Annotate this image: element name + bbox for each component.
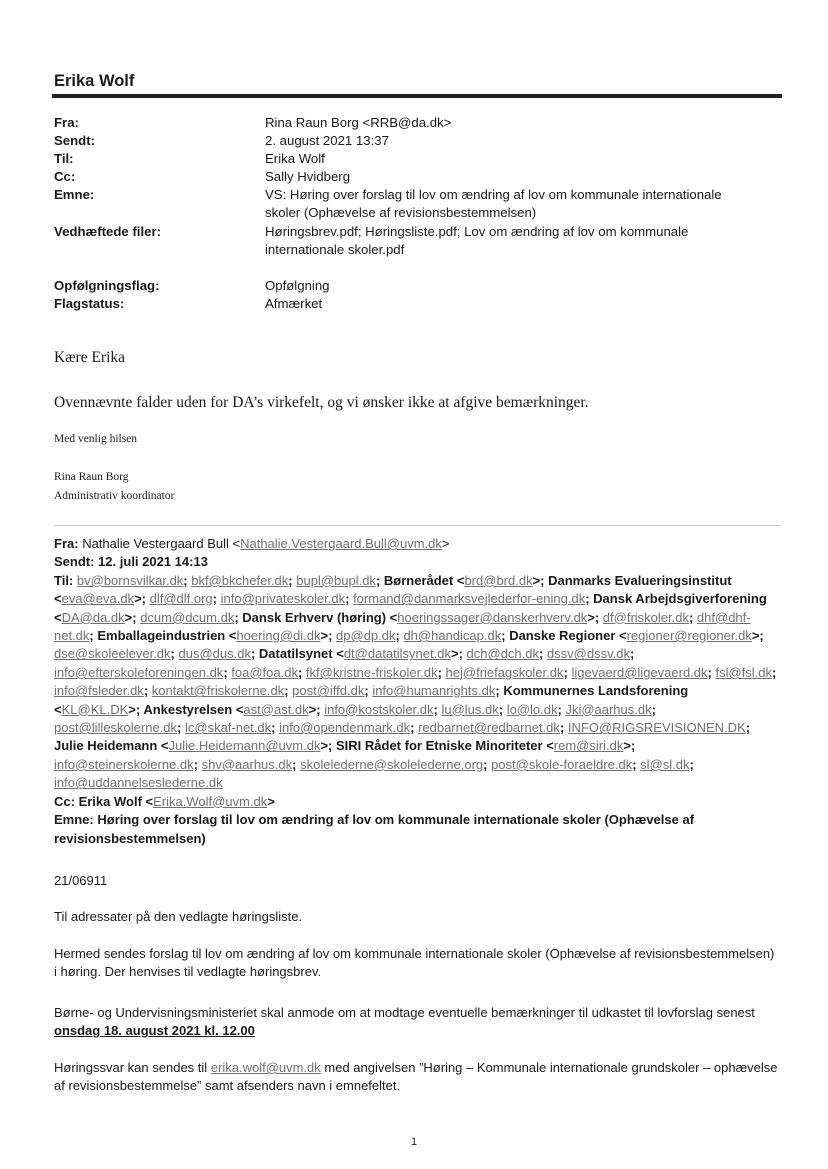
recipient-email-link[interactable]: dssv@dssv.dk bbox=[546, 646, 630, 662]
recipient-separator: ; bbox=[557, 701, 566, 717]
recipient-name: Emballageindustrien < bbox=[97, 628, 237, 644]
recipient-name: Dansk Erhverv (høring) < bbox=[242, 609, 398, 625]
recipient-separator: ; bbox=[193, 756, 202, 772]
recipient-separator: ; bbox=[328, 738, 336, 754]
recipient-name-end: > bbox=[751, 628, 760, 644]
recipient-separator: ; bbox=[689, 756, 694, 772]
forwarded-from-email-link[interactable]: Nathalie.Vestergaard.Bull@uvm.dk bbox=[240, 536, 442, 551]
recipient-separator: ; bbox=[143, 683, 152, 699]
recipient-name-end: > bbox=[128, 701, 136, 717]
recipient-email-link[interactable]: dhf@dhf-net.dk bbox=[54, 609, 751, 644]
recipient-email-link[interactable]: post@iffd.dk bbox=[292, 683, 365, 699]
message-paragraph: Ovennævnte falder uden for DA’s virkefelt, og vi ønsker ikke at afgive bemærkninger. bbox=[54, 394, 589, 411]
header-attachments-label: Vedhæftede filer: bbox=[54, 224, 161, 239]
reply-text-post: med angivelsen ”Høring – Kommunale internationale grundskoler – ophævelse af revisionsbestemmelse” samt afsenders navn i emnefeltet. bbox=[54, 1060, 778, 1094]
recipient-name: SIRI Rådet for Etniske Minoriteter < bbox=[336, 738, 554, 754]
recipient-separator: ; bbox=[630, 738, 636, 754]
recipient-separator: ; bbox=[132, 609, 141, 625]
recipient-separator: ; bbox=[495, 683, 504, 699]
recipient-email-link[interactable]: post@lilleskolerne.dk bbox=[54, 720, 178, 736]
forwarded-sent-value: 12. juli 2021 14:13 bbox=[98, 554, 208, 570]
recipient-email-link[interactable]: dt@datatilsynet.dk bbox=[343, 646, 451, 662]
recipient-name-end: > bbox=[532, 572, 541, 588]
forwarded-cc-label: Cc: bbox=[54, 793, 75, 809]
recipient-separator: ; bbox=[433, 701, 442, 717]
recipient-separator: ; bbox=[292, 756, 301, 772]
forwarded-to-line bbox=[54, 572, 778, 793]
recipient-name: Danmarks Evalueringsinstitut < bbox=[54, 572, 732, 607]
recipient-name: Kommunernes Landsforening < bbox=[54, 683, 689, 717]
recipient-name-end: > bbox=[308, 701, 317, 717]
recipient-separator: ; bbox=[540, 572, 549, 588]
hereby-paragraph: Hermed sendes forslag til lov om ændring af lov om kommunale internationale skoler (Ophævelse af revisionsbestemmelsen) i høring. Der henvises til vedlagte høringsbrev. bbox=[54, 946, 775, 980]
deadline-date: onsdag 18. august 2021 kl. 12.00 bbox=[54, 1023, 255, 1039]
recipient-email-link[interactable]: hej@friefagskoler.dk bbox=[445, 664, 564, 680]
header-cc-value: Sally Hvidberg bbox=[265, 169, 351, 184]
recipient-email-link[interactable]: bupl@bupl.dk bbox=[296, 572, 376, 588]
recipient-email-link[interactable]: hoering@di.dk bbox=[236, 628, 321, 644]
header-rule bbox=[52, 94, 782, 98]
recipient-email-link[interactable]: info@humanrights.dk bbox=[372, 683, 496, 699]
forwarded-from-label: Fra: bbox=[54, 536, 79, 551]
recipient-email-link[interactable]: formand@danmarksvejlederfor-ening.dk bbox=[353, 591, 586, 607]
recipient-separator: ; bbox=[630, 646, 635, 662]
case-number: 21/06911 bbox=[54, 873, 108, 888]
recipient-email-link[interactable]: hoeringssager@danskerhverv.dk bbox=[397, 609, 588, 625]
header-from-label: Fra: bbox=[54, 115, 79, 130]
recipient-email-link[interactable]: ast@ast.dk bbox=[243, 701, 309, 717]
recipient-name: Dansk Arbejdsgiverforening < bbox=[54, 591, 767, 625]
recipient-separator: ; bbox=[483, 756, 492, 772]
header-flagstatus-value: Afmærket bbox=[265, 296, 323, 311]
deadline-text: Børne- og Undervisningsministeriet skal anmode om at modtage eventuelle bemærkninger til udkastet til lovforslag senest bbox=[54, 1005, 755, 1020]
recipient-email-link[interactable]: shv@aarhus.dk bbox=[201, 756, 293, 772]
reply-email-link[interactable]: erika.wolf@uvm.dk bbox=[210, 1060, 321, 1075]
recipient-email-link[interactable]: info@kostskoler.dk bbox=[324, 701, 434, 717]
deadline-paragraph bbox=[54, 1004, 778, 1041]
recipient-separator: ; bbox=[437, 664, 446, 680]
recipient-email-link[interactable]: info@opendenmark.dk bbox=[279, 720, 411, 736]
recipient-separator: ; bbox=[141, 591, 150, 607]
recipient-email-link[interactable]: dse@skoleelever.dk bbox=[54, 646, 171, 662]
forwarded-header bbox=[54, 535, 778, 848]
recipient-separator: ; bbox=[375, 572, 384, 588]
forwarded-sent-label: Sendt: bbox=[54, 554, 95, 570]
recipient-email-link[interactable]: info@uddannelseslederne.dk bbox=[54, 775, 223, 791]
header-to-label: Til: bbox=[54, 151, 74, 166]
forwarded-from-end: > bbox=[441, 536, 450, 551]
recipient-email-link[interactable]: df@friskoler.dk bbox=[602, 609, 689, 625]
recipient-email-link[interactable]: skolelederne@skolelederne.org bbox=[300, 756, 484, 772]
header-flagstatus-label: Flagstatus: bbox=[54, 296, 125, 311]
header-sent-label: Sendt: bbox=[54, 133, 96, 148]
page-number: 1 bbox=[410, 1136, 418, 1148]
recipient-separator: ; bbox=[501, 628, 510, 644]
header-subject-label: Emne: bbox=[54, 187, 95, 202]
forwarded-cc-email-link[interactable]: Erika.Wolf@uvm.dk bbox=[153, 793, 268, 809]
recipient-list bbox=[54, 573, 776, 790]
document-owner-name: Erika Wolf bbox=[54, 72, 135, 90]
recipient-separator: ; bbox=[170, 646, 179, 662]
forwarded-to-label: Til: bbox=[54, 572, 74, 588]
recipient-separator: ; bbox=[297, 664, 306, 680]
recipient-separator: ; bbox=[563, 664, 572, 680]
recipient-separator: ; bbox=[745, 720, 751, 736]
recipient-email-link[interactable]: Jki@aarhus.dk bbox=[565, 701, 652, 717]
recipient-email-link[interactable]: eva@eva.dk bbox=[61, 591, 135, 607]
recipient-separator: ; bbox=[688, 609, 697, 625]
signature-title: Administrativ koordinator bbox=[54, 490, 175, 502]
recipient-email-link[interactable]: post@skole-foraeldre.dk bbox=[491, 756, 633, 772]
header-attachments-value-1: Høringsbrev.pdf; Høringsliste.pdf; Lov om ændring af lov om kommunale bbox=[265, 224, 689, 239]
recipient-separator: ; bbox=[539, 646, 547, 662]
recipient-email-link[interactable]: dp@dp.dk bbox=[336, 628, 396, 644]
recipient-separator: ; bbox=[498, 701, 507, 717]
signature-name: Rina Raun Borg bbox=[54, 471, 129, 483]
recipient-separator: ; bbox=[89, 628, 98, 644]
recipient-email-link[interactable]: lu@lus.dk bbox=[441, 701, 499, 717]
header-sent-value: 2. august 2021 13:37 bbox=[265, 133, 389, 148]
recipient-separator: ; bbox=[250, 646, 259, 662]
recipient-separator: ; bbox=[223, 664, 232, 680]
recipient-email-link[interactable]: foa@foa.dk bbox=[231, 664, 298, 680]
recipient-email-link[interactable]: INFO@RIGSREVISIONEN.DK bbox=[567, 720, 746, 736]
recipient-name-end: > bbox=[587, 609, 595, 625]
recipient-separator: ; bbox=[632, 756, 641, 772]
recipient-separator: ; bbox=[707, 664, 716, 680]
recipient-name-end: > bbox=[623, 738, 631, 754]
recipient-separator: ; bbox=[284, 683, 293, 699]
recipient-email-link[interactable]: lc@skaf-net.dk bbox=[184, 720, 272, 736]
recipient-name-end: > bbox=[450, 646, 459, 662]
recipient-email-link[interactable]: Julie.Heidemann@uvm.dk bbox=[168, 738, 321, 754]
recipient-name: Danske Regioner < bbox=[509, 628, 627, 644]
header-from-value: Rina Raun Borg <RRB@da.dk> bbox=[265, 115, 452, 130]
recipient-email-link[interactable]: dus@dus.dk bbox=[178, 646, 251, 662]
recipient-name-end: > bbox=[124, 609, 133, 625]
reply-text-pre: Høringssvar kan sendes til bbox=[54, 1060, 211, 1075]
recipient-email-link[interactable]: KL@KL.DK bbox=[61, 701, 129, 717]
recipient-email-link[interactable]: lo@lo.dk bbox=[506, 701, 558, 717]
message-greeting: Kære Erika bbox=[54, 349, 126, 366]
recipient-separator: ; bbox=[328, 628, 337, 644]
recipient-email-link[interactable]: brd@brd.dk bbox=[464, 572, 533, 588]
header-followup-value: Opfølgning bbox=[265, 278, 330, 293]
recipient-separator: ; bbox=[651, 701, 656, 717]
recipient-email-link[interactable]: redbarnet@redbarnet.dk bbox=[418, 720, 560, 736]
forwarded-subject-value: Høring over forslag til lov om ændring af lov om kommunale internationale skoler (Ophævelse af revisionsbestemmelsen) bbox=[54, 812, 695, 846]
forwarded-from-line bbox=[54, 535, 778, 553]
header-followup-label: Opfølgningsflag: bbox=[54, 278, 160, 293]
recipient-email-link[interactable]: rem@siri.dk bbox=[553, 738, 624, 754]
recipient-email-link[interactable]: dlf@dlf.org bbox=[149, 591, 213, 607]
recipient-separator: ; bbox=[759, 628, 764, 644]
recipient-name-end: > bbox=[320, 628, 329, 644]
forward-divider bbox=[54, 525, 780, 526]
forwarded-sent-line bbox=[54, 553, 778, 571]
recipient-separator: ; bbox=[345, 591, 354, 607]
recipient-separator: ; bbox=[559, 720, 568, 736]
recipient-email-link[interactable]: dh@handicap.dk bbox=[403, 628, 502, 644]
intro-text: Til adressater på den vedlagte høringsliste. bbox=[54, 909, 303, 924]
recipient-email-link[interactable]: fsl@fsl.dk bbox=[715, 664, 773, 680]
forwarded-subject-label: Emne: bbox=[54, 812, 94, 828]
recipient-separator: ; bbox=[212, 591, 221, 607]
recipient-name: Børnerådet < bbox=[383, 572, 465, 588]
recipient-separator: ; bbox=[234, 609, 243, 625]
header-subject-value-2: skoler (Ophævelse af revisionsbestemmelsen) bbox=[265, 205, 537, 220]
recipient-email-link[interactable]: ligevaerd@ligevaerd.dk bbox=[571, 664, 708, 680]
recipient-separator: ; bbox=[395, 628, 404, 644]
recipient-email-link[interactable]: dch@dch.dk bbox=[466, 646, 539, 662]
recipient-email-link[interactable]: sl@sl.dk bbox=[640, 756, 690, 772]
header-to-value: Erika Wolf bbox=[265, 151, 325, 166]
recipient-name-end: > bbox=[320, 738, 329, 754]
recipient-email-link[interactable]: info@efterskoleforeningen.dk bbox=[54, 664, 224, 680]
header-subject-value-1: VS: Høring over forslag til lov om ændring af lov om kommunale internationale bbox=[265, 187, 722, 202]
forwarded-cc-end: > bbox=[267, 793, 275, 809]
recipient-name: Julie Heidemann < bbox=[54, 738, 169, 754]
reply-paragraph bbox=[54, 1059, 778, 1096]
recipient-separator: ; bbox=[594, 609, 603, 625]
header-cc-label: Cc: bbox=[54, 169, 76, 184]
forwarded-subject-line bbox=[54, 811, 778, 848]
recipient-separator: ; bbox=[585, 591, 594, 607]
recipient-email-link[interactable]: dcum@dcum.dk bbox=[140, 609, 235, 625]
forwarded-from-name: Nathalie Vestergaard Bull < bbox=[82, 536, 241, 551]
recipient-separator: ; bbox=[271, 720, 280, 736]
recipient-separator: ; bbox=[183, 572, 192, 588]
recipient-name: Ankestyrelsen < bbox=[143, 701, 244, 717]
recipient-separator: ; bbox=[135, 701, 144, 717]
recipient-separator: ; bbox=[458, 646, 467, 662]
recipient-separator: ; bbox=[316, 701, 325, 717]
header-attachments-value-2: internationale skoler.pdf bbox=[265, 242, 405, 257]
recipient-separator: ; bbox=[288, 572, 297, 588]
recipient-separator: ; bbox=[772, 664, 777, 680]
recipient-separator: ; bbox=[177, 720, 185, 736]
recipient-email-link[interactable]: regioner@regioner.dk bbox=[626, 628, 752, 644]
message-closing: Med venlig hilsen bbox=[54, 433, 138, 445]
recipient-separator: ; bbox=[364, 683, 373, 699]
recipient-email-link[interactable]: info@steinerskolerne.dk bbox=[54, 756, 194, 772]
recipient-email-link[interactable]: DA@da.dk bbox=[61, 609, 125, 625]
recipient-name-end: > bbox=[134, 591, 142, 607]
recipient-name: Datatilsynet < bbox=[258, 646, 344, 662]
recipient-email-link[interactable]: info@fsleder.dk bbox=[54, 683, 144, 699]
recipient-email-link[interactable]: info@privateskoler.dk bbox=[220, 591, 346, 607]
forwarded-cc-line bbox=[54, 793, 778, 811]
recipient-separator: ; bbox=[410, 720, 419, 736]
recipient-email-link[interactable]: bkf@bkchefer.dk bbox=[191, 572, 289, 588]
recipient-email-link[interactable]: fkf@kristne-friskoler.dk bbox=[305, 664, 438, 680]
recipient-email-link[interactable]: bv@bornsvilkar.dk bbox=[76, 572, 184, 588]
forwarded-cc-name: Erika Wolf < bbox=[78, 793, 154, 809]
recipient-email-link[interactable]: kontakt@friskolerne.dk bbox=[151, 683, 285, 699]
